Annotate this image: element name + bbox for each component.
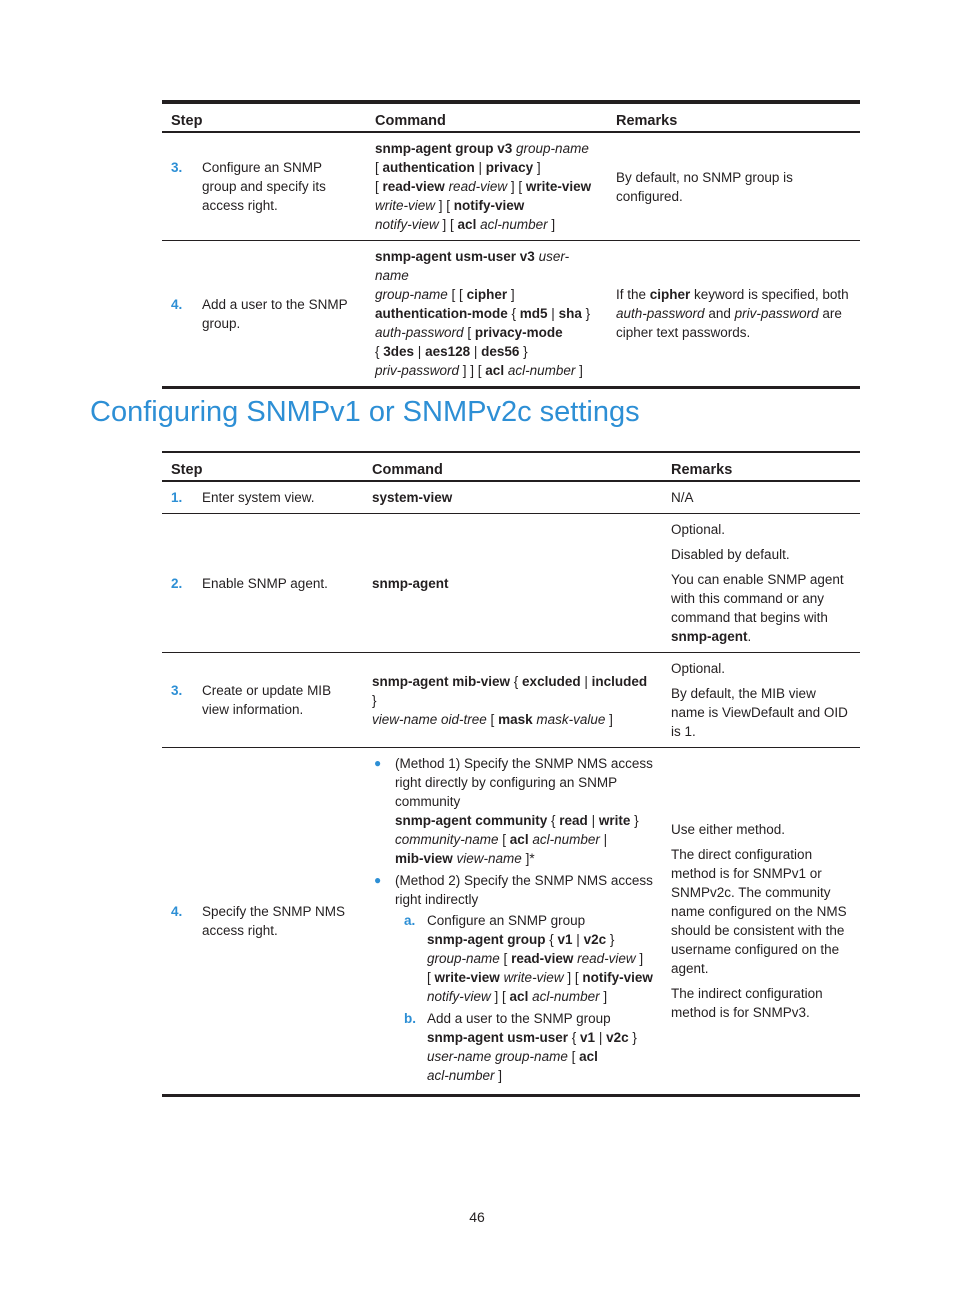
step-number: 4. — [171, 296, 183, 312]
page-number: 46 — [469, 1209, 485, 1225]
col-header-step: Step — [162, 452, 363, 481]
step-number: 3. — [171, 683, 183, 698]
remarks-cell: If the cipher keyword is specified, both auth-password and priv-password are cipher text passwords. — [607, 241, 860, 388]
step-text: Configure an SNMP group and specify its access right. — [202, 160, 326, 213]
step-cell — [171, 295, 358, 333]
section-heading: Configuring SNMPv1 or SNMPv2c settings — [90, 396, 640, 428]
step-text: Enter system view. — [202, 490, 315, 505]
list-item: a. Configure an SNMP group snmp-agent group { v1 | v2c } group-name [ read-view read-view ] [ write-view write-view ] [ notify-view notify-view ] [ acl acl-number ] — [404, 913, 653, 1004]
step-cell — [171, 488, 355, 507]
sub-step-list — [395, 911, 654, 1085]
step-text: Specify the SNMP NMS access right. — [202, 904, 346, 938]
step-number: 4. — [171, 904, 183, 919]
table-row — [162, 481, 860, 514]
col-header-step: Step — [162, 102, 366, 132]
command-cell: snmp-agent group v3 group-name [ authentication | privacy ] [ read-view read-view ] [ write-view write-view ] [ notify-view notify-view ] [ acl acl-number ] — [366, 132, 607, 241]
col-header-remarks: Remarks — [662, 452, 860, 481]
step-cell — [171, 902, 355, 940]
command-cell: snmp-agent usm-user v3 user-name group-name [ [ cipher ] authentication-mode { md5 | sha } auth-password [ privacy-mode { 3des | aes128 | des56 } priv-password ] ] [ acl acl-number ] — [366, 241, 607, 388]
snmp-v3-command-table — [162, 100, 860, 389]
col-header-remarks: Remarks — [607, 102, 860, 132]
command-cell: snmp-agent — [363, 514, 662, 653]
table-row — [162, 514, 860, 653]
step-number: 3. — [171, 160, 183, 175]
table-row — [162, 132, 860, 241]
command-cell: snmp-agent mib-view { excluded | included } view-name oid-tree [ mask mask-value ] — [363, 653, 662, 748]
list-item: ● (Method 1) Specify the SNMP NMS access right directly by configuring an SNMP community snmp-agent community { read | write } community-name [ acl acl-number | mib-view view-name ]* — [374, 756, 653, 866]
remarks-cell: N/A — [662, 481, 860, 514]
table-row — [162, 241, 860, 388]
step-cell — [171, 574, 355, 593]
remarks-cell: Optional. By default, the MIB view name is ViewDefault and OID is 1. — [662, 653, 860, 748]
bullet-icon: ● — [374, 873, 382, 887]
command-cell: system-view — [363, 481, 662, 514]
bullet-icon: ● — [374, 756, 382, 770]
snmp-v1-v2c-command-table — [162, 451, 860, 1097]
step-cell — [171, 158, 358, 215]
step-text: Create or update MIB view information. — [202, 683, 332, 717]
command-cell — [363, 748, 662, 1096]
col-header-command: Command — [366, 102, 607, 132]
remarks-cell: Use either method. The direct configuration method is for SNMPv1 or SNMPv2c. The community name configured on the NMS should be consistent with the username configured on the agent. The indirect configuration method is for SNMPv3. — [662, 748, 860, 1096]
cipher-keyword: cipher — [649, 287, 691, 302]
remarks-cell: By default, no SNMP group is configured. — [607, 132, 860, 241]
remarks-cell: Optional. Disabled by default. You can enable SNMP agent with this command or any command that begins with snmp-agent. — [662, 514, 860, 653]
step-number: 1. — [171, 490, 183, 505]
table-row — [162, 653, 860, 748]
method-list — [372, 754, 654, 1085]
col-header-command: Command — [363, 452, 662, 481]
table-row — [162, 748, 860, 1096]
step-text: Add a user to the SNMP group. — [202, 296, 348, 331]
list-item: b. Add a user to the SNMP group snmp-agent usm-user { v1 | v2c } user-name group-name [ acl acl-number ] — [404, 1011, 637, 1083]
step-number: 2. — [171, 575, 183, 591]
step-text: Enable SNMP agent. — [202, 575, 328, 591]
list-item: ● (Method 2) Specify the SNMP NMS access right indirectly a. Configure an SNMP group snmp-agent group { v1 | v2c } group-name [ read-view read-view ] [ write-view write-view ] [ notify-view notify-view ] [ acl acl-number ] b. Add a user to the SNMP group snmp-agent usm-user { v1 | v2c } user-name group-name [ acl acl-number ] — [374, 873, 653, 1083]
step-cell — [171, 681, 355, 719]
